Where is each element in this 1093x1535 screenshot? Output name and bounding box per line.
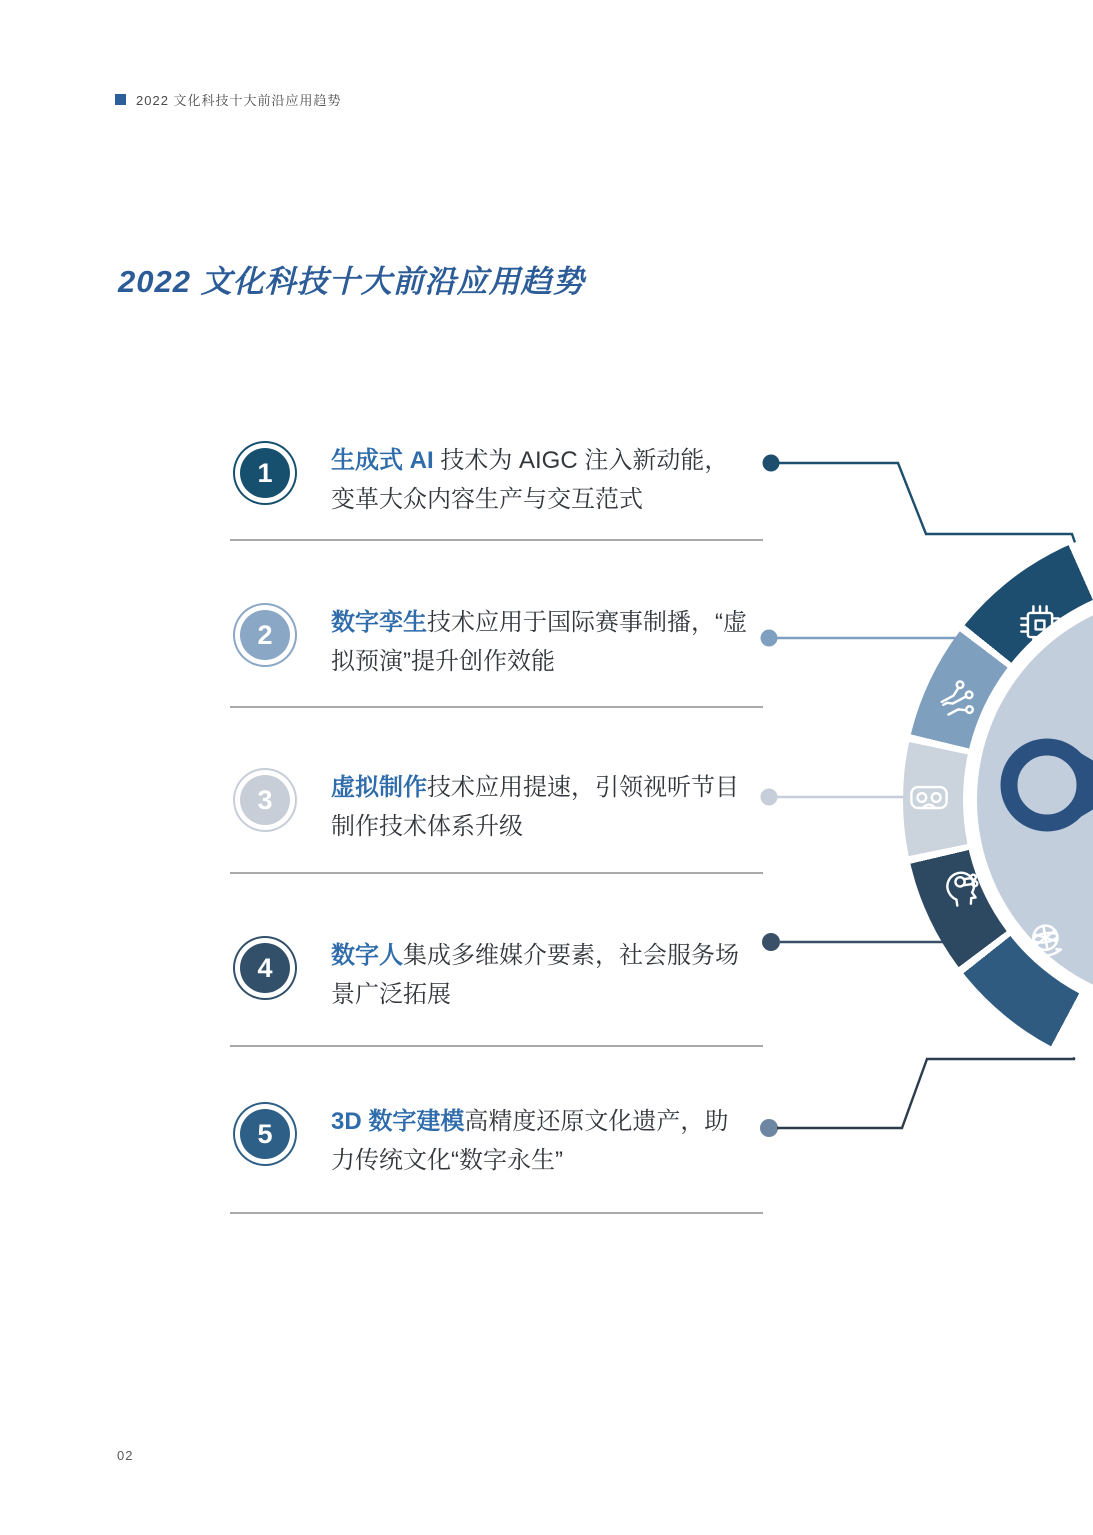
connector-dot-1 [763, 455, 780, 472]
item-4-number: 4 [257, 952, 273, 983]
infinity-logo [985, 713, 1093, 863]
item-5-keyword: 3D 数字建模 [331, 1108, 465, 1135]
item-4-keyword: 数字人 [331, 942, 403, 969]
item-4-description: 集成多维媒介要素，社会服务场景广泛拓展 [331, 942, 739, 1008]
connector-dot-3 [761, 789, 778, 806]
running-header [115, 90, 342, 109]
item-1-badge [240, 448, 290, 498]
item-3-number: 3 [257, 784, 273, 815]
item-2-text [331, 603, 751, 681]
item-5-description: 高精度还原文化遗产，助力传统文化“数字永生” [331, 1108, 729, 1174]
item-2-badge [240, 610, 290, 660]
trend-item-4 [233, 936, 751, 1014]
item-2-keyword: 数字孪生 [331, 609, 427, 636]
vr-headset-icon [907, 775, 951, 819]
trend-item-3 [233, 768, 751, 846]
item-4-badge [240, 943, 290, 993]
trend-item-5 [233, 1102, 751, 1180]
item-3-keyword: 虚拟制作 [331, 774, 427, 801]
trend-item-1 [233, 441, 751, 519]
connector-dot-4 [762, 933, 780, 951]
item-1-text [331, 441, 751, 519]
item-5-number: 5 [257, 1118, 273, 1149]
item-3-badge [240, 775, 290, 825]
running-header-text: 2022 文化科技十大前沿应用趋势 [136, 93, 342, 108]
ai-head-icon [938, 862, 988, 912]
item-3-description: 技术应用提速，引领视听节目制作技术体系升级 [331, 774, 739, 840]
item-2-number: 2 [257, 619, 273, 650]
divider-5 [230, 1212, 763, 1214]
connector-dot-2 [761, 630, 778, 647]
header-square-marker [115, 94, 126, 105]
3d-model-icon [1021, 916, 1072, 967]
page-title: 2022 文化科技十大前沿应用趋势 [118, 264, 585, 299]
chip-icon [1018, 603, 1062, 647]
item-1-number: 1 [257, 457, 273, 488]
divider-1 [230, 539, 763, 541]
divider-3 [230, 872, 763, 874]
connector-dot-5 [760, 1119, 778, 1137]
item-5-text [331, 1102, 751, 1180]
divider-4 [230, 1045, 763, 1047]
item-4-text [331, 936, 751, 1014]
item-1-keyword: 生成式 AI [331, 447, 441, 474]
connector-3 [761, 789, 913, 806]
item-1-description: 技术为 AIGC 注入新动能，变革大众内容生产与交互范式 [331, 447, 729, 513]
connector-2 [761, 630, 963, 647]
divider-2 [230, 706, 763, 708]
item-3-text [331, 768, 751, 846]
item-5-badge [240, 1109, 290, 1159]
page-number: 02 [117, 1448, 134, 1463]
item-2-description: 技术应用于国际赛事制播，“虚拟预演”提升创作效能 [331, 609, 747, 675]
trend-item-2 [233, 603, 751, 681]
